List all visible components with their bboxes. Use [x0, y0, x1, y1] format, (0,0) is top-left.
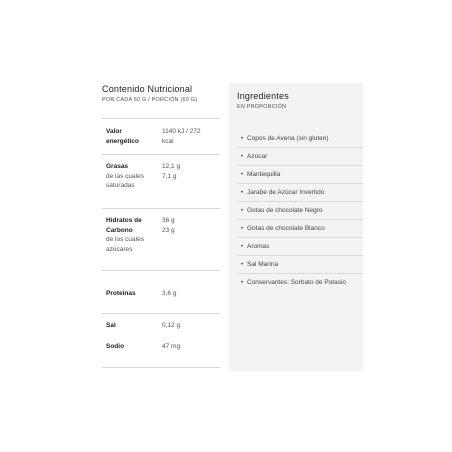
bullet-icon: • [240, 171, 244, 178]
nutrient-name: Proteínas [106, 290, 136, 297]
nutrition-row-carbs [102, 208, 220, 270]
nutrient-value-line2: kcal [162, 137, 174, 145]
nutrient-name: Sodio [106, 342, 125, 350]
bullet-icon: • [240, 207, 244, 214]
ingredients-subtitle: EN PROPORCIÓN [237, 104, 287, 110]
nutrition-subrow-salt [102, 321, 220, 331]
ingredients-panel [229, 83, 363, 371]
nutrient-subname-line2: azúcares [106, 245, 133, 253]
list-item: • Jarabe de Azúcar Invertido [237, 183, 363, 201]
list-item: • Aromas [237, 237, 363, 255]
nutrient-value: 1140 kJ / 272 [162, 128, 201, 135]
ingredients-list [229, 130, 363, 291]
nutrition-panel [102, 84, 220, 368]
nutrient-name-line2: Carbono [106, 226, 133, 234]
nutrition-table [102, 118, 220, 368]
nutrient-value: 12,1 g [162, 163, 181, 170]
list-item: • Conservantes: Sorbato de Potasio [237, 273, 363, 291]
bullet-icon: • [240, 153, 244, 160]
nutrient-value: 47 mg [162, 342, 181, 350]
bullet-icon: • [240, 243, 244, 250]
bullet-icon: • [240, 225, 244, 232]
bullet-icon: • [240, 279, 244, 286]
nutrition-title: Contenido Nutricional [102, 84, 193, 94]
nutrition-row-fat [102, 154, 220, 208]
nutrient-subname: de los cuales [106, 236, 144, 243]
nutrition-row-salt-sodium [102, 313, 220, 368]
list-item: • Copos de Avena (sin gluten) [237, 130, 363, 147]
bullet-icon: • [240, 189, 244, 196]
nutrient-value: 0,12 g [162, 322, 181, 329]
ingredients-title: Ingredientes [237, 91, 289, 101]
nutrient-subvalue: 23 g [162, 226, 175, 234]
nutrient-subvalue: 7,1 g [162, 172, 177, 180]
nutrient-value: 36 g [162, 217, 175, 224]
nutrient-name-line2: energético [106, 137, 139, 145]
nutrition-subrow-sodium [102, 342, 220, 352]
bullet-icon: • [240, 135, 244, 142]
nutrient-name: Valor [106, 128, 122, 135]
nutrition-row-energy [102, 118, 220, 154]
nutrient-name: Grasas [106, 163, 129, 170]
list-item: • Gotas de chocolate Blanco [237, 219, 363, 237]
list-item: • Mantequilla [237, 165, 363, 183]
nutrient-name: Sal [106, 322, 116, 329]
nutrient-subname-line2: saturadas [106, 182, 135, 189]
nutrient-name: Hidratos de [106, 217, 142, 224]
nutrient-value: 3,6 g [162, 290, 177, 297]
list-item: • Azúcar [237, 147, 363, 165]
list-item: • Sal Marina [237, 255, 363, 273]
bullet-icon: • [240, 261, 244, 268]
nutrition-row-protein [102, 270, 220, 313]
nutrient-subname: de las cuales [106, 172, 144, 180]
nutrition-subtitle: POR CADA 60 G / PORCIÓN (60 G) [102, 97, 198, 103]
list-item: • Gotas de chocolate Negro [237, 201, 363, 219]
